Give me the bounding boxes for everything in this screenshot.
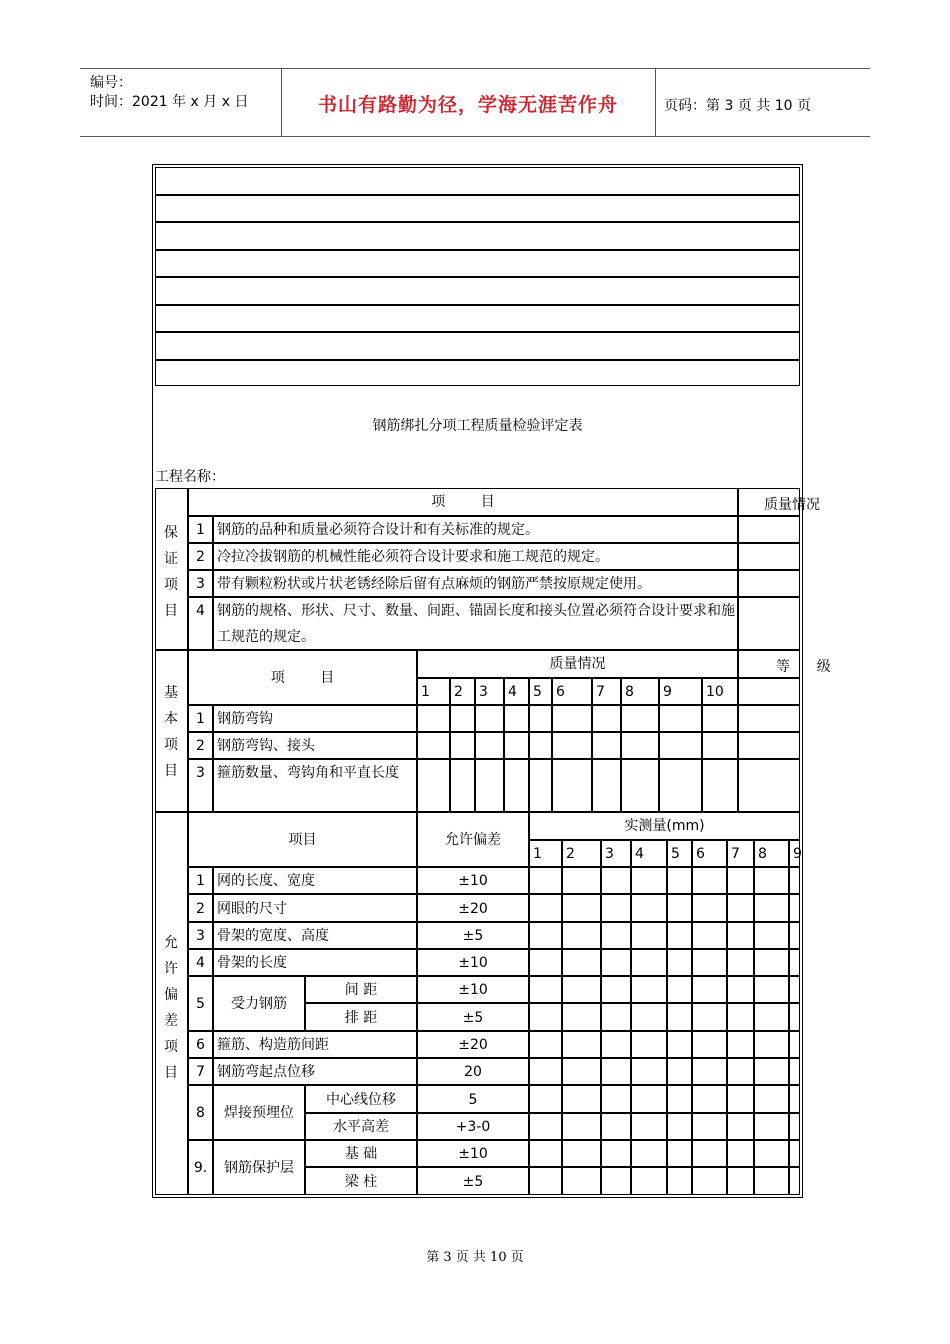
deviation-measured-cell <box>529 949 562 976</box>
guarantee-item-header-text: 项 目 <box>431 494 495 510</box>
deviation-measured-cell <box>667 1167 692 1195</box>
deviation-item-text: 焊接预埋位 <box>213 1085 305 1140</box>
deviation-tolerance: ±5 <box>417 1167 529 1195</box>
basic-quality-cell <box>529 732 552 759</box>
section-label-char: 差 <box>164 1013 178 1029</box>
basic-quality-cell <box>659 759 702 812</box>
basic-quality-cell <box>529 759 552 812</box>
guarantee-item-text: 钢筋的品种和质量必须符合设计和有关标准的规定。 <box>213 516 738 543</box>
blank-rule-line <box>156 304 799 306</box>
deviation-measured-cell <box>601 894 631 922</box>
basic-item-header-text: 项 目 <box>270 670 335 686</box>
deviation-measured-cell <box>754 867 789 894</box>
deviation-measured-cell <box>692 976 727 1003</box>
blank-rule-line <box>156 359 799 361</box>
deviation-tolerance: ±10 <box>417 949 529 976</box>
deviation-measured-cell <box>562 976 601 1003</box>
deviation-measured-cell <box>601 1113 631 1140</box>
blank-rule-line <box>156 331 799 333</box>
deviation-measured-cell <box>667 867 692 894</box>
deviation-measured-cell <box>529 1167 562 1195</box>
deviation-measured-cell <box>601 1058 631 1085</box>
basic-quality-cell <box>552 705 592 732</box>
deviation-measured-cell <box>529 894 562 922</box>
basic-quality-cell <box>659 732 702 759</box>
basic-quality-cell <box>592 705 621 732</box>
basic-quality-header-text: 质量情况 <box>549 656 606 672</box>
basic-section-label <box>160 680 182 784</box>
basic-quality-cell <box>552 759 592 812</box>
deviation-measured-cell <box>789 949 800 976</box>
deviation-measured-cell <box>727 1085 754 1113</box>
deviation-item-no: 3 <box>188 922 213 949</box>
deviation-tolerance: 5 <box>417 1085 529 1113</box>
deviation-tolerance-header <box>417 812 529 867</box>
deviation-measured-cell <box>692 1058 727 1085</box>
deviation-measured-cell <box>601 1140 631 1167</box>
deviation-measured-cell <box>754 949 789 976</box>
deviation-measured-cell <box>692 922 727 949</box>
deviation-measured-cell <box>692 1003 727 1031</box>
basic-quality-cell <box>450 759 475 812</box>
deviation-column-header: 6 <box>692 840 727 867</box>
section-label-char: 项 <box>164 577 178 593</box>
deviation-measured-cell <box>631 976 667 1003</box>
guarantee-item-no: 4 <box>188 597 213 650</box>
deviation-measured-cell <box>692 1085 727 1113</box>
deviation-measured-cell <box>789 867 800 894</box>
guarantee-item-text: 带有颗粒粉状或片状老锈经除后留有点麻烦的钢筋严禁按原规定使用。 <box>213 570 738 597</box>
deviation-measured-cell <box>601 1003 631 1031</box>
deviation-measured-cell <box>727 949 754 976</box>
deviation-measured-cell <box>667 1058 692 1085</box>
deviation-measured-cell <box>727 1113 754 1140</box>
basic-column-header: 6 <box>552 678 592 705</box>
deviation-measured-cell <box>631 949 667 976</box>
basic-quality-cell <box>475 705 504 732</box>
deviation-item-text: 箍筋、构造筋间距 <box>213 1031 417 1058</box>
deviation-measured-cell <box>631 1031 667 1058</box>
deviation-item-text: 钢筋保护层 <box>213 1140 305 1195</box>
basic-item-no: 2 <box>188 732 213 759</box>
guarantee-item-no: 2 <box>188 543 213 570</box>
deviation-measured-cell <box>789 1003 800 1031</box>
guarantee-item-no: 3 <box>188 570 213 597</box>
deviation-measured-cell <box>562 1003 601 1031</box>
deviation-measured-cell <box>631 1140 667 1167</box>
section-label-char: 目 <box>164 603 178 619</box>
header-divider-left <box>281 68 282 136</box>
basic-quality-cell <box>504 732 529 759</box>
page-footer: 第 3 页 共 10 页 <box>426 1250 524 1265</box>
deviation-sub-item: 基 础 <box>305 1140 417 1167</box>
guarantee-item-header <box>188 488 738 516</box>
basic-column-header: 5 <box>529 678 552 705</box>
deviation-tolerance: ±5 <box>417 922 529 949</box>
blank-rule-line <box>156 249 799 251</box>
deviation-measured-cell <box>727 922 754 949</box>
basic-item-text: 钢筋弯钩、接头 <box>213 732 417 759</box>
basic-quality-cell <box>552 732 592 759</box>
deviation-item-no: 4 <box>188 949 213 976</box>
deviation-measured-cell <box>692 949 727 976</box>
section-label-char: 偏 <box>164 987 178 1003</box>
deviation-measured-cell <box>562 1140 601 1167</box>
deviation-measured-cell <box>727 1140 754 1167</box>
basic-quality-cell <box>417 759 450 812</box>
header-divider-right <box>655 68 656 136</box>
blank-rule-line <box>156 194 799 196</box>
section-label-char: 基 <box>164 685 178 701</box>
basic-quality-cell <box>702 732 738 759</box>
deviation-measured-cell <box>529 1113 562 1140</box>
basic-quality-cell <box>592 732 621 759</box>
deviation-measured-cell <box>692 894 727 922</box>
deviation-sub-item: 水平高差 <box>305 1113 417 1140</box>
blank-rule-line <box>156 221 799 223</box>
deviation-measured-cell <box>601 1167 631 1195</box>
header-bottom-rule <box>80 136 870 137</box>
deviation-measured-cell <box>692 867 727 894</box>
deviation-measured-cell <box>667 1113 692 1140</box>
deviation-measured-cell <box>631 867 667 894</box>
deviation-column-header: 7 <box>727 840 754 867</box>
deviation-measured-cell <box>562 1031 601 1058</box>
deviation-measured-cell <box>754 1167 789 1195</box>
section-label-char: 项 <box>164 737 178 753</box>
basic-column-header: 2 <box>450 678 475 705</box>
deviation-measured-cell <box>529 1003 562 1031</box>
deviation-tolerance-header-text: 允许偏差 <box>445 832 501 848</box>
deviation-sub-item: 梁 柱 <box>305 1167 417 1195</box>
deviation-tolerance: ±5 <box>417 1003 529 1031</box>
deviation-item-header-text: 项目 <box>288 832 317 848</box>
basic-column-header: 10 <box>702 678 738 705</box>
deviation-measured-cell <box>601 976 631 1003</box>
deviation-measured-cell <box>667 1003 692 1031</box>
deviation-item-no: 9. <box>188 1140 213 1195</box>
basic-quality-cell <box>659 705 702 732</box>
deviation-column-header: 4 <box>631 840 667 867</box>
deviation-measured-cell <box>667 1031 692 1058</box>
deviation-measured-cell <box>692 1140 727 1167</box>
deviation-measured-cell <box>789 1140 800 1167</box>
deviation-measured-cell <box>529 1085 562 1113</box>
basic-grade-blank <box>738 678 800 705</box>
basic-quality-cell <box>702 705 738 732</box>
deviation-measured-cell <box>562 922 601 949</box>
deviation-tolerance: ±20 <box>417 1031 529 1058</box>
deviation-item-text: 骨架的长度 <box>213 949 417 976</box>
basic-quality-cell <box>475 759 504 812</box>
deviation-sub-item: 排 距 <box>305 1003 417 1031</box>
basic-grade-cell <box>738 705 800 732</box>
deviation-measured-cell <box>529 1140 562 1167</box>
deviation-measured-cell <box>789 976 800 1003</box>
basic-column-header: 3 <box>475 678 504 705</box>
deviation-measured-cell <box>529 867 562 894</box>
basic-quality-cell <box>450 705 475 732</box>
deviation-tolerance: +3-0 <box>417 1113 529 1140</box>
header-motto: 书山有路勤为径，学海无涯苦作舟 <box>317 94 618 116</box>
deviation-measured-cell <box>601 922 631 949</box>
basic-quality-cell <box>417 732 450 759</box>
form-title: 钢筋绑扎分项工程质量检验评定表 <box>372 418 583 434</box>
deviation-measured-cell <box>631 1003 667 1031</box>
deviation-measured-cell <box>727 867 754 894</box>
basic-item-no: 1 <box>188 705 213 732</box>
basic-quality-cell <box>529 705 552 732</box>
deviation-column-header: 2 <box>562 840 601 867</box>
deviation-measured-cell <box>754 1031 789 1058</box>
guarantee-item-no: 1 <box>188 516 213 543</box>
basic-grade-cell <box>738 759 800 812</box>
deviation-measured-cell <box>692 1167 727 1195</box>
deviation-measured-cell <box>529 976 562 1003</box>
guarantee-item-quality <box>738 543 800 570</box>
basic-quality-cell <box>417 705 450 732</box>
deviation-measured-cell <box>789 894 800 922</box>
guarantee-item-text: 钢筋的规格、形状、尺寸、数量、间距、锚固长度和接头位置必须符合设计要求和施工规范的规定。 <box>213 597 738 650</box>
deviation-measured-cell <box>754 922 789 949</box>
basic-item-header <box>188 650 417 705</box>
deviation-tolerance: ±10 <box>417 1140 529 1167</box>
deviation-measured-cell <box>727 976 754 1003</box>
section-label-char: 目 <box>164 1065 178 1081</box>
deviation-item-no: 8 <box>188 1085 213 1140</box>
deviation-measured-cell <box>692 1031 727 1058</box>
deviation-measured-cell <box>562 949 601 976</box>
basic-quality-cell <box>621 759 659 812</box>
deviation-measured-cell <box>562 1085 601 1113</box>
guarantee-item-quality <box>738 516 800 543</box>
deviation-measured-cell <box>601 1031 631 1058</box>
deviation-measured-cell <box>631 894 667 922</box>
deviation-measured-cell <box>754 1113 789 1140</box>
section-label-char: 项 <box>164 1039 178 1055</box>
deviation-sub-item: 间 距 <box>305 976 417 1003</box>
basic-quality-cell <box>504 759 529 812</box>
basic-column-header: 7 <box>592 678 621 705</box>
deviation-measured-cell <box>529 1031 562 1058</box>
deviation-section-label <box>160 930 182 1086</box>
deviation-measured-cell <box>692 1113 727 1140</box>
deviation-measured-cell <box>562 1167 601 1195</box>
basic-column-header: 1 <box>417 678 450 705</box>
basic-quality-cell <box>702 759 738 812</box>
deviation-measured-cell <box>631 1085 667 1113</box>
basic-column-header: 9 <box>659 678 702 705</box>
section-label-char: 本 <box>164 711 178 727</box>
deviation-measured-cell <box>667 1140 692 1167</box>
deviation-measured-header <box>529 812 800 840</box>
deviation-measured-cell <box>667 894 692 922</box>
deviation-measured-cell <box>754 1085 789 1113</box>
basic-quality-cell <box>504 705 529 732</box>
deviation-measured-cell <box>631 922 667 949</box>
deviation-measured-cell <box>601 867 631 894</box>
deviation-measured-cell <box>789 922 800 949</box>
deviation-measured-cell <box>727 1031 754 1058</box>
deviation-measured-cell <box>601 949 631 976</box>
deviation-measured-cell <box>667 922 692 949</box>
deviation-measured-cell <box>727 1058 754 1085</box>
deviation-item-no: 7 <box>188 1058 213 1085</box>
deviation-measured-cell <box>754 1003 789 1031</box>
basic-quality-cell <box>475 732 504 759</box>
deviation-measured-cell <box>601 1085 631 1113</box>
project-name-label: 工程名称： <box>155 469 225 485</box>
deviation-measured-cell <box>754 894 789 922</box>
deviation-measured-cell <box>727 1003 754 1031</box>
deviation-item-no: 5 <box>188 976 213 1031</box>
guarantee-quality-header: 质量情况 <box>764 497 820 513</box>
deviation-tolerance: ±10 <box>417 976 529 1003</box>
deviation-measured-cell <box>789 1167 800 1195</box>
deviation-measured-cell <box>754 1140 789 1167</box>
section-label-char: 目 <box>164 763 178 779</box>
section-label-char: 证 <box>164 551 178 567</box>
header-number-label: 编号： <box>90 75 132 91</box>
deviation-measured-cell <box>529 922 562 949</box>
deviation-measured-cell <box>667 976 692 1003</box>
deviation-column-header: 8 <box>754 840 789 867</box>
deviation-measured-cell <box>754 976 789 1003</box>
header-top-rule <box>80 68 870 69</box>
deviation-column-header: 9 <box>789 840 800 867</box>
deviation-sub-item: 中心线位移 <box>305 1085 417 1113</box>
section-label-char: 许 <box>164 961 178 977</box>
deviation-measured-cell <box>789 1085 800 1113</box>
basic-grade-cell <box>738 732 800 759</box>
deviation-tolerance: 20 <box>417 1058 529 1085</box>
deviation-measured-header-text: 实测量(mm) <box>624 818 705 834</box>
deviation-item-no: 2 <box>188 894 213 922</box>
deviation-measured-cell <box>562 1058 601 1085</box>
basic-quality-cell <box>450 732 475 759</box>
deviation-tolerance: ±10 <box>417 867 529 894</box>
basic-column-header: 8 <box>621 678 659 705</box>
deviation-column-header: 3 <box>601 840 631 867</box>
deviation-item-no: 6 <box>188 1031 213 1058</box>
deviation-measured-cell <box>562 867 601 894</box>
deviation-column-header: 5 <box>667 840 692 867</box>
deviation-measured-cell <box>529 1058 562 1085</box>
section-label-char: 保 <box>164 525 178 541</box>
deviation-item-header <box>188 812 417 867</box>
basic-item-text: 箍筋数量、弯钩角和平直长度 <box>213 759 417 812</box>
deviation-tolerance: ±20 <box>417 894 529 922</box>
basic-column-header: 4 <box>504 678 529 705</box>
section-label-char: 允 <box>164 935 178 951</box>
deviation-measured-cell <box>562 1113 601 1140</box>
basic-grade-header: 等 级 <box>776 659 831 675</box>
deviation-measured-cell <box>789 1031 800 1058</box>
header-time-label: 时间：2021 年 x 月 x 日 <box>90 94 249 110</box>
basic-quality-cell <box>621 732 659 759</box>
deviation-measured-cell <box>789 1113 800 1140</box>
deviation-measured-cell <box>727 894 754 922</box>
basic-quality-header <box>417 650 738 678</box>
guarantee-item-text: 冷拉冷拔钢筋的机械性能必须符合设计要求和施工规范的规定。 <box>213 543 738 570</box>
header-page-info: 页码：第 3 页 共 10 页 <box>664 98 811 114</box>
deviation-measured-cell <box>667 1085 692 1113</box>
deviation-column-header: 1 <box>529 840 562 867</box>
basic-item-text: 钢筋弯钩 <box>213 705 417 732</box>
basic-quality-cell <box>592 759 621 812</box>
deviation-measured-cell <box>562 894 601 922</box>
deviation-item-text: 网的长度、宽度 <box>213 867 417 894</box>
basic-quality-cell <box>621 705 659 732</box>
blank-rule-line <box>156 276 799 278</box>
basic-item-no: 3 <box>188 759 213 812</box>
deviation-measured-cell <box>789 1058 800 1085</box>
guarantee-item-quality <box>738 597 800 650</box>
deviation-item-text: 网眼的尺寸 <box>213 894 417 922</box>
deviation-measured-cell <box>667 949 692 976</box>
deviation-measured-cell <box>631 1167 667 1195</box>
guarantee-section-label <box>160 520 182 624</box>
deviation-item-text: 骨架的宽度、高度 <box>213 922 417 949</box>
deviation-item-text: 钢筋弯起点位移 <box>213 1058 417 1085</box>
deviation-measured-cell <box>631 1058 667 1085</box>
deviation-item-no: 1 <box>188 867 213 894</box>
blank-ruled-block <box>155 167 800 386</box>
deviation-measured-cell <box>631 1113 667 1140</box>
deviation-measured-cell <box>754 1058 789 1085</box>
deviation-measured-cell <box>727 1167 754 1195</box>
deviation-item-text: 受力钢筋 <box>213 976 305 1031</box>
guarantee-item-quality <box>738 570 800 597</box>
